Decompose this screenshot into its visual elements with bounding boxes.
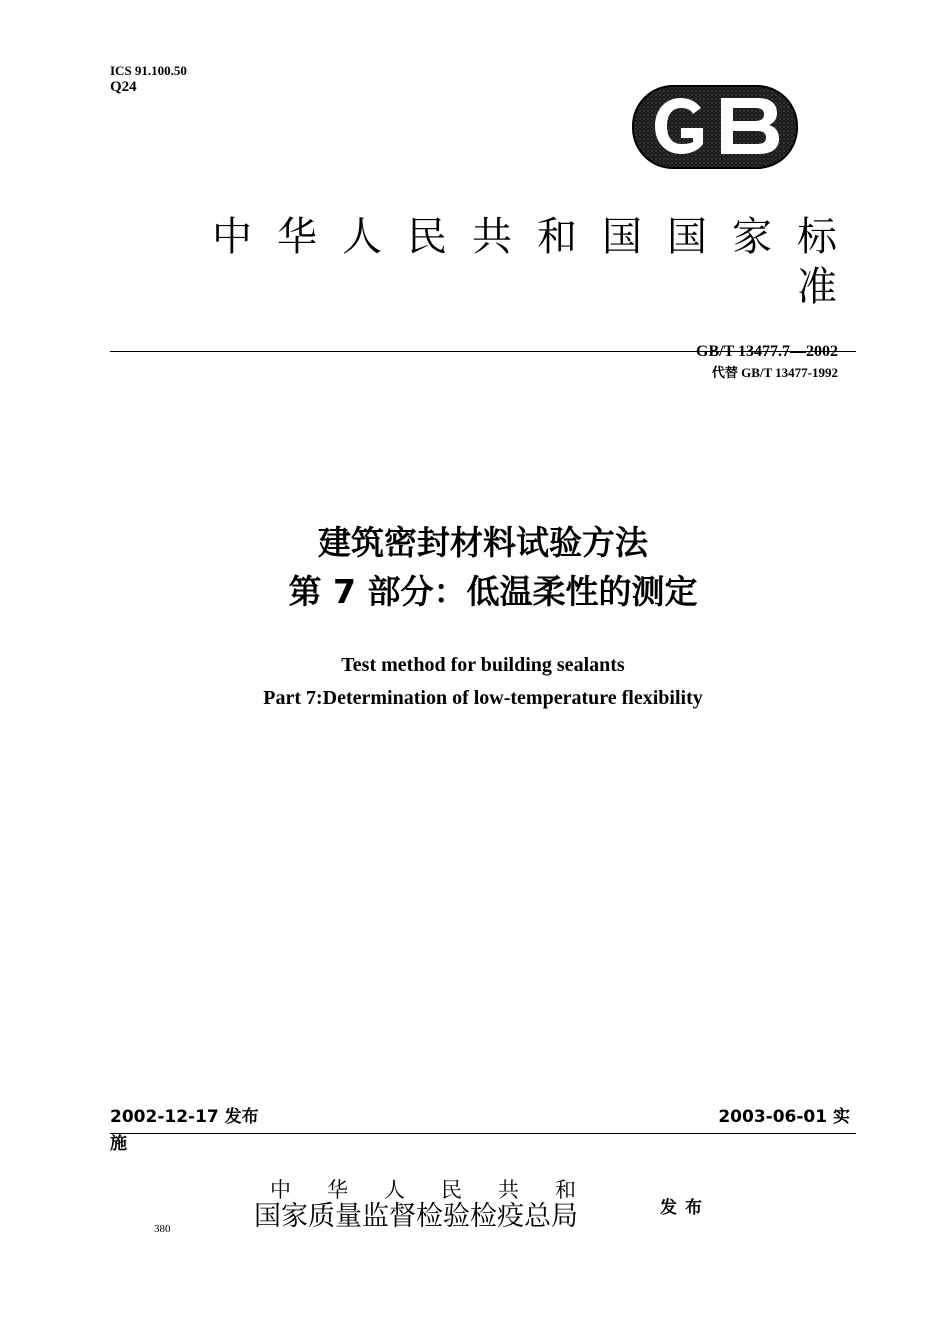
issue-date: 2002-12-17 发布 [110,1107,259,1127]
replaces-standard: 代替 GB/T 13477-1992 [711,365,838,380]
ics-code: ICS 91.100.50 [110,63,187,78]
page-number: 380 [154,1223,171,1235]
implementation-date: 2003-06-01 实 [718,1107,850,1127]
issuer-line2: 国家质量监督检验检疫总局 [254,1201,578,1232]
national-standard-title: 中华人民共和国国家标准 [212,214,862,309]
gb-logo [631,82,799,170]
title-en-line1: Test method for building sealants [341,654,625,676]
gb-logo-icon [631,82,799,170]
classification-code: Q24 [110,79,137,95]
footer-divider [110,1133,856,1134]
issuer-line1: 中华人民共和 [270,1178,612,1202]
title-cn-line2: 第 7 部分：低温柔性的测定 [288,572,698,611]
standard-number: GB/T 13477.7—2002 [696,343,838,360]
title-en-line2: Part 7:Determination of low-temperature flexibility [263,687,703,709]
title-cn-line1: 建筑密封材料试验方法 [318,523,648,562]
issue-verb: 发布 [660,1198,710,1218]
implementation-date-wrap: 施 [110,1134,127,1154]
